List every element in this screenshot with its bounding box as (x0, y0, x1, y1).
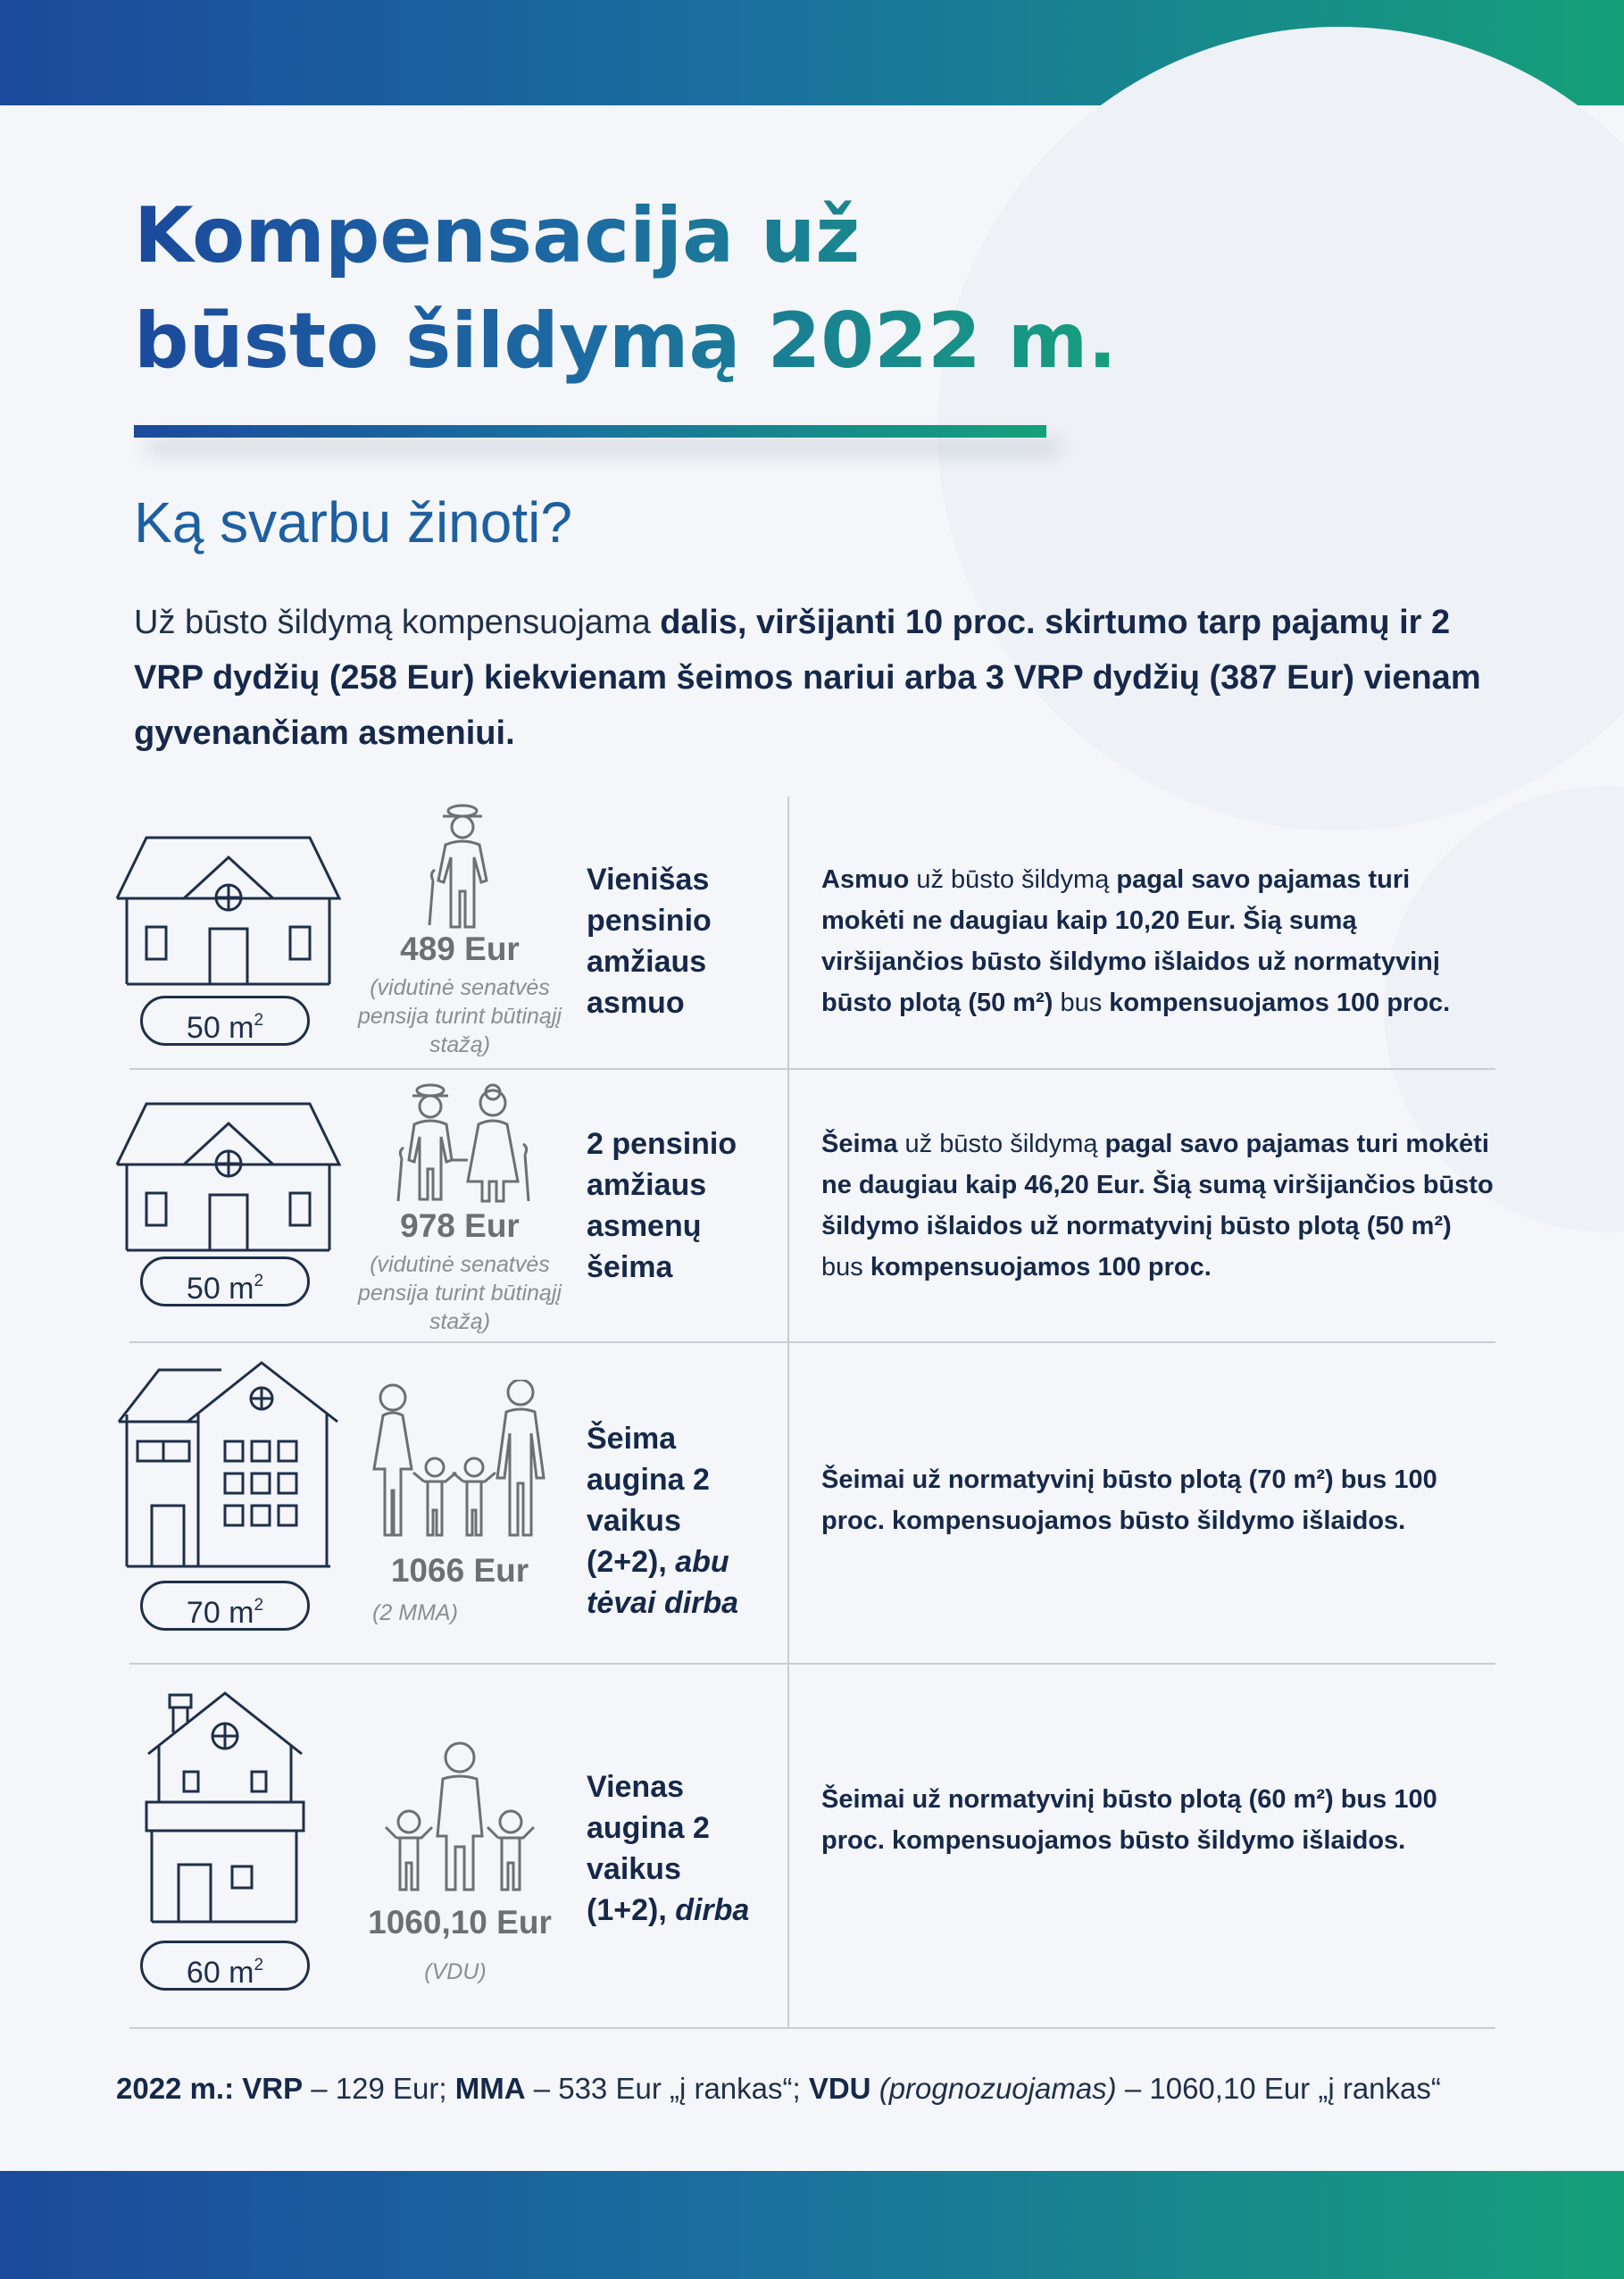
area-unit-sup: 2 (254, 1596, 264, 1615)
page-title (134, 183, 1117, 394)
area-value: 50 m (186, 1272, 254, 1306)
compensation-description (821, 859, 1500, 1023)
desc-bold: pagal savo pajamas turi mokėti ne daugiau kaip 10,20 Eur. Šią sumą viršijančios būsto šildymo išlaidos už normatyvinį būsto plotą (50 m²) (821, 865, 1440, 1017)
income-amount: 1060,10 Eur (368, 1904, 552, 1941)
household-type-text: Vienas augina 2 vaikus (1+2), (587, 1770, 710, 1927)
income-amount: 1066 Eur (390, 1552, 529, 1589)
desc-text: bus (821, 1253, 870, 1281)
desc-bold: Šeimai už normatyvinį būsto plotą (70 m²) bus 100 proc. kompensuojamos būsto šildymo išlaidos. (821, 1465, 1437, 1535)
income-amount-note: (2 MMA) (372, 1600, 458, 1625)
compensation-description (821, 1123, 1500, 1288)
desc-bold: Asmuo (821, 865, 910, 894)
two-story-house-icon (143, 1690, 312, 1931)
desc-bold: Šeima (821, 1130, 898, 1158)
desc-bold: kompensuojamos 100 proc. (1109, 989, 1451, 1017)
footer-text (871, 2072, 879, 2105)
footer-bold: 2022 m.: VRP (116, 2072, 304, 2105)
single-parent-two-children-icon (384, 1741, 536, 1893)
household-type (587, 1418, 765, 1624)
area-value: 70 m (186, 1596, 254, 1630)
desc-text: už būsto šildymą (909, 865, 1117, 894)
desc-bold: Šeimai už normatyvinį būsto plotą (60 m²) bus 100 proc. kompensuojamos būsto šildymo išlaidos. (821, 1785, 1437, 1855)
house-icon (114, 1097, 342, 1257)
footer-text: – 129 Eur; (303, 2072, 455, 2105)
pension-amount: 489 Eur (400, 931, 520, 967)
intro-paragraph (134, 595, 1527, 761)
compensation-description (821, 1779, 1500, 1861)
house-icon (114, 831, 342, 991)
row-divider (129, 2027, 1495, 2029)
desc-bold: pagal savo pajamas turi mokėti ne daugiau kaip 46,20 Eur. Šią sumą viršijančios būsto šildymo išlaidos už normatyvinį būsto plotą (50 m²) (821, 1130, 1494, 1240)
household-type (587, 1766, 765, 1931)
subtitle: Ką svarbu žinoti? (134, 490, 572, 555)
desc-bold: kompensuojamos 100 proc. (870, 1253, 1212, 1281)
title-underline (134, 425, 1046, 438)
elderly-man-icon (422, 804, 503, 929)
footer-text: – 1060,10 Eur „į rankas“ (1116, 2072, 1441, 2105)
area-badge (140, 1941, 310, 1991)
household-type-italic: abu tėvai dirba (587, 1545, 739, 1620)
income-amount-note: (VDU) (424, 1959, 487, 1984)
household-type-text: Šeima augina 2 vaikus (2+2), (587, 1422, 710, 1579)
area-unit-sup: 2 (254, 1956, 264, 1974)
elderly-couple-icon (393, 1083, 536, 1208)
compensation-description (821, 1459, 1500, 1541)
pension-amount-note: (vidutinė senatvės pensija turint būtinąjį stažą) (358, 975, 562, 1057)
table-column-divider (787, 797, 789, 2029)
area-unit-sup: 2 (254, 1011, 264, 1030)
title-line-2: būsto šildymą 2022 m. (134, 296, 1118, 386)
desc-text: už būsto šildymą (897, 1130, 1105, 1158)
household-type: Vienišas pensinio amžiaus asmuo (587, 863, 712, 1020)
area-badge (140, 1256, 310, 1306)
pension-amount-note: (vidutinė senatvės pensija turint būtinąjį stažą) (358, 1252, 562, 1334)
footer-text: – 533 Eur „į rankas“; (525, 2072, 809, 2105)
pension-amount: 978 Eur (400, 1207, 520, 1244)
row-divider (129, 1663, 1495, 1665)
footer-bold: VDU (808, 2072, 871, 2105)
area-badge (140, 1581, 310, 1631)
desc-text: bus (1053, 989, 1110, 1017)
area-value: 60 m (186, 1956, 254, 1990)
row-divider (129, 1068, 1495, 1070)
intro-text: Už būsto šildymą kompensuojama (134, 604, 661, 641)
footer-italic: (prognozuojamas) (879, 2072, 1117, 2105)
row-divider (129, 1341, 1495, 1343)
intro-bold-text: dalis, viršijanti 10 proc. skirtumo tarp pajamų ir 2 VRP dydžių (258 Eur) kiekvienam šeimos nariui arba 3 VRP dydžių (387 Eur) vienam gyvenančiam asmeniui. (134, 604, 1481, 752)
household-type-italic: dirba (675, 1893, 750, 1927)
footer-note (116, 2072, 1441, 2106)
area-unit-sup: 2 (254, 1272, 264, 1290)
area-value: 50 m (186, 1011, 254, 1045)
area-badge (140, 996, 310, 1046)
family-two-children-icon (371, 1380, 558, 1540)
household-type: 2 pensinio amžiaus asmenų šeima (587, 1127, 737, 1284)
apartment-building-icon (116, 1359, 339, 1574)
bottom-banner (0, 2171, 1624, 2279)
footer-bold: MMA (454, 2072, 526, 2105)
title-line-1: Kompensacija už (134, 191, 861, 280)
